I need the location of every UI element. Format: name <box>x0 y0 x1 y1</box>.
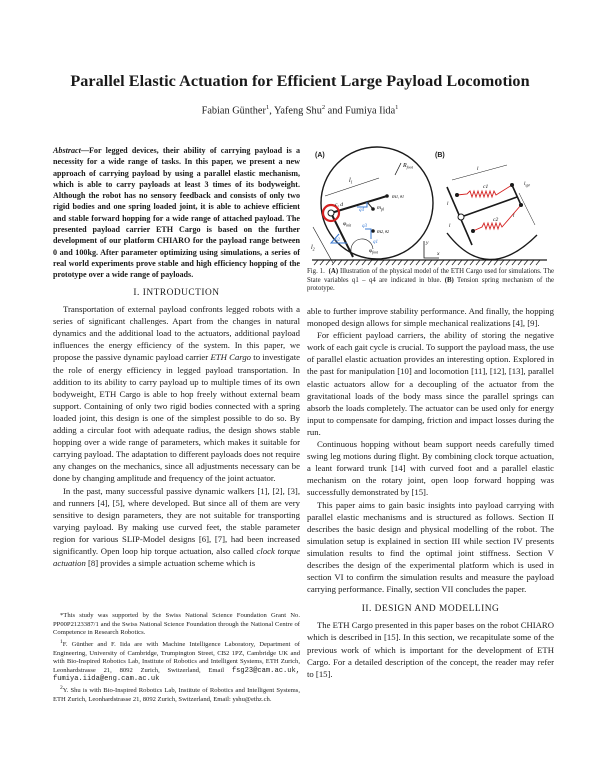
c1-label: c1 <box>483 184 489 190</box>
author-name: Yafeng Shu <box>273 105 322 117</box>
caption-text: Tension spring mechanism of the prototype. <box>307 276 554 293</box>
l1-label: $l_1$ <box>349 178 353 185</box>
caption-text: Illustration of the physical model of the ETH Cargo used for simulations. The State variables q1 – q4 are indicated in blue. <box>307 268 554 284</box>
section-introduction <box>53 287 300 569</box>
abstract-label: Abstract <box>53 146 81 155</box>
author-list <box>0 104 600 116</box>
m1-label: m1, θ1 <box>392 194 404 200</box>
caption-panel-label: (B) <box>444 276 454 284</box>
panel-b-label: (B) <box>435 152 445 159</box>
footnote-affiliation-1 <box>53 638 300 684</box>
spring-length-dimension <box>452 165 507 180</box>
right-column-text <box>307 305 554 680</box>
mpl-label: $m_{pl}$ <box>377 205 385 212</box>
paper-title: Parallel Elastic Actuation for Efficient Large Payload Locomotion <box>70 72 530 90</box>
abstract <box>53 145 300 281</box>
figure-1-caption <box>307 268 554 294</box>
footnote-funding: *This study was supported by the Swiss National Science Foundation Grant No. PP00P2123387/1 and the Swiss National Science Foundation through the National Centre of Competence in Research Robotics. <box>53 612 300 637</box>
paragraph: able to further improve stability performance. And finally, the hopping monoped design allows for simple mechanical realizations [4], [9]. <box>307 306 554 329</box>
phi-foot-label: $\varphi_{foot}$ <box>369 248 378 255</box>
radius-label: $R_{foot}$ <box>403 163 413 170</box>
abstract-text: For legged devices, their ability of carrying payload is a necessity for a wide range of tasks. In this paper, we present a new approach of carrying payload by using a parallel elastic mechanism, which is able to carry payloads at least 3 times of its bodyweight. Although the robot has no sensory feedback and consists of only two rigid bodies and one spring loaded joint, it is able to achieve efficient and stable forward hopping for a wide range of attached payload. The presented payload carrier ETH Cargo is based on the further development of our platform CHIARO for the payload range between 0 and 100kg. After parameter optimizing using simulations, a series of real world experiments prove stable and high efficiency hopping of the prototype over a wide range of payloads. <box>53 146 300 280</box>
section-heading: I. INTRODUCTION <box>133 288 220 298</box>
phi-init-label: $\varphi_{init}$ <box>343 221 352 228</box>
joint-icon <box>458 214 464 220</box>
paragraph <box>53 485 300 570</box>
l-sp-label: l <box>477 167 479 172</box>
footnotes <box>53 612 300 704</box>
emphasis-text: clock torque actuation <box>53 545 301 569</box>
footnote-text: F. Günther and F. Iida are with Machine Intelligence Laboratory, Department of Engineering, University of Cambridge, Trumpington Street, CB2 1PZ, Cambridge UK and with Bio-Inspired Robotics Lab, Institute of Robotics and Intelligent Systems, ETH Zurich, Leonhardstrasse 21, 8092 Zurich, Switzerland, Email <box>53 640 300 674</box>
section-heading: II. DESIGN AND MODELLING <box>361 604 500 615</box>
trunk-bar <box>461 197 517 217</box>
footnote-mark: 1 <box>60 638 63 645</box>
footnote-affiliation-2 <box>53 684 300 704</box>
m2-label: m2, θ2 <box>377 229 389 235</box>
author-separator: , <box>269 105 274 117</box>
footnote-mark: 2 <box>60 684 63 691</box>
author-affiliation: 1 <box>395 104 399 111</box>
author-affiliation: 2 <box>321 104 326 111</box>
paragraph-text: In the past, many successful passive dynamic walkers [1], [2], [3], and runners [4], [5], where developed. But since all of them are very sensitive to design parameters, they are not suitable for transporting varying payload. By making use curved feet, the stable parameter region for various SLIP-Model designs [6], [7], had been increased significantly. Open loop hip torque actuation, also called <box>53 485 300 556</box>
paragraph-text: to investigate the role of energy efficiency in legged payload transportation. In addition to its ability to carry payload up to multiple times of its own bodyweight, ETH Cargo is able to hop freely without external beam support. Containing of only two rigid bodies connected with a spring loaded joint, this design is one of the simplest possible to do so. By adding a circular foot with adequate radius, the design shows stable hopping over a wide range of parameters, which makes it suitable for carrying payload. The adaptation to different payloads does not require any changes on the mechanics, since all adjustments necessary can be done by changing amplitude and frequency of the joint actuator. <box>53 352 300 484</box>
paragraph: Continuous hopping without beam support needs carefully timed swing leg motions during flight. By combining clock torque actuation, a leant forward trunk [14] with curved foot and a parallel elastic mechanism on the rotary joint, open loop forward hopping was successfully demonstrated by [15]. <box>307 439 554 498</box>
email-link[interactable]: fsg23@cam.ac.uk, fumiya.iida@eng.cam.ac.uk <box>53 666 300 684</box>
paragraph: This paper aims to gain basic insights into payload carrying with parallel elastic mechanisms and is structured as follows. Section II describes the basic design and physical modelling of the robot. The simulation setup is explained in section III while section IV presents simulation results to find the optimal joint stiffness. Section V describes the design of the experimental platform which is used in section VI to confirm the simulation results and measure the payload carrying performance. Finally, section VII concludes the paper. <box>307 499 554 595</box>
l-sp-label: l <box>513 214 515 219</box>
author-separator: and <box>325 105 346 117</box>
q3-label: q3 <box>362 224 367 229</box>
paragraph: For efficient payload carriers, the ability of storing the negative work of each gait cycle is crucial. To support the payload mass, the use of parallel elastic actuation provides an interesting option. Explored in the past for manipulation [10] and locomotion [11], [12], [13], parallel elastic actuators allow for a decoupling of the actuator from the gravitational loads of the body mass since the parallel springs can absorb the loads completely. The actuator can be used only for energy input to compensate for damping, friction and impact losses during the run. <box>307 330 554 437</box>
l-sp-label: l <box>449 224 451 229</box>
emphasis-text: ETH Cargo <box>210 352 252 363</box>
l2-label: $l_2$ <box>311 245 315 252</box>
caption-prefix: Fig. 1. <box>307 268 325 275</box>
paragraph <box>53 303 300 484</box>
radius-line <box>395 163 401 175</box>
spring-damper-label: c, d <box>335 202 343 208</box>
c2-label: c2 <box>493 217 499 223</box>
x-axis-label: x <box>437 251 440 257</box>
paragraph: The ETH Cargo presented in this paper bases on the robot CHIARO which is described in [15]. In this section, we recapitulate some of the previous work of which is important for the development of ETH Cargo. For a detailed description of the concept, the reader may refer to [15]. <box>307 620 555 679</box>
lever-bar <box>512 185 521 205</box>
abstract-dash: — <box>80 146 89 155</box>
l-sp-label: l <box>447 202 449 207</box>
author-affiliation: 1 <box>265 104 270 111</box>
q2-label: q2 <box>335 238 340 243</box>
q1-label: q1 <box>373 240 378 245</box>
author-name: Fabian Günther <box>201 105 266 117</box>
author-name: Fumiya Iida <box>345 105 396 117</box>
footnote-text: Y. Shu is with Bio-Inspired Robotics Lab, Institute of Robotics and Intelligent Systems, ETH Zurich, Leonhardstrasse 21, 8092 Zurich, Switzerland, Email: yshu@ethz.ch. <box>53 687 300 703</box>
ground-hatch <box>314 260 540 265</box>
paragraph-text: [8] provides a simple actuation scheme which is <box>85 558 256 569</box>
mass-2-point <box>371 229 375 233</box>
curved-foot <box>447 233 537 260</box>
l-spr-label: $l_{spr}$ <box>524 182 530 188</box>
hip-joint-icon <box>328 210 334 216</box>
caption-panel-label: (A) <box>328 268 339 275</box>
q4-label: q4 <box>359 208 364 213</box>
panel-a-label: (A) <box>315 152 325 159</box>
figure-1 <box>307 145 554 280</box>
y-axis-label: y <box>426 240 429 246</box>
mass-1-point <box>385 194 389 198</box>
paragraph-text: Transportation of external payload confronts legged robots with a series of significant challenges. Apart from the changes in natural dynamics and the additional load to the actuators, additional payload influences the energy efficiency of the system. In this paper, we propose the passive dynamic payload carrier <box>53 304 300 363</box>
